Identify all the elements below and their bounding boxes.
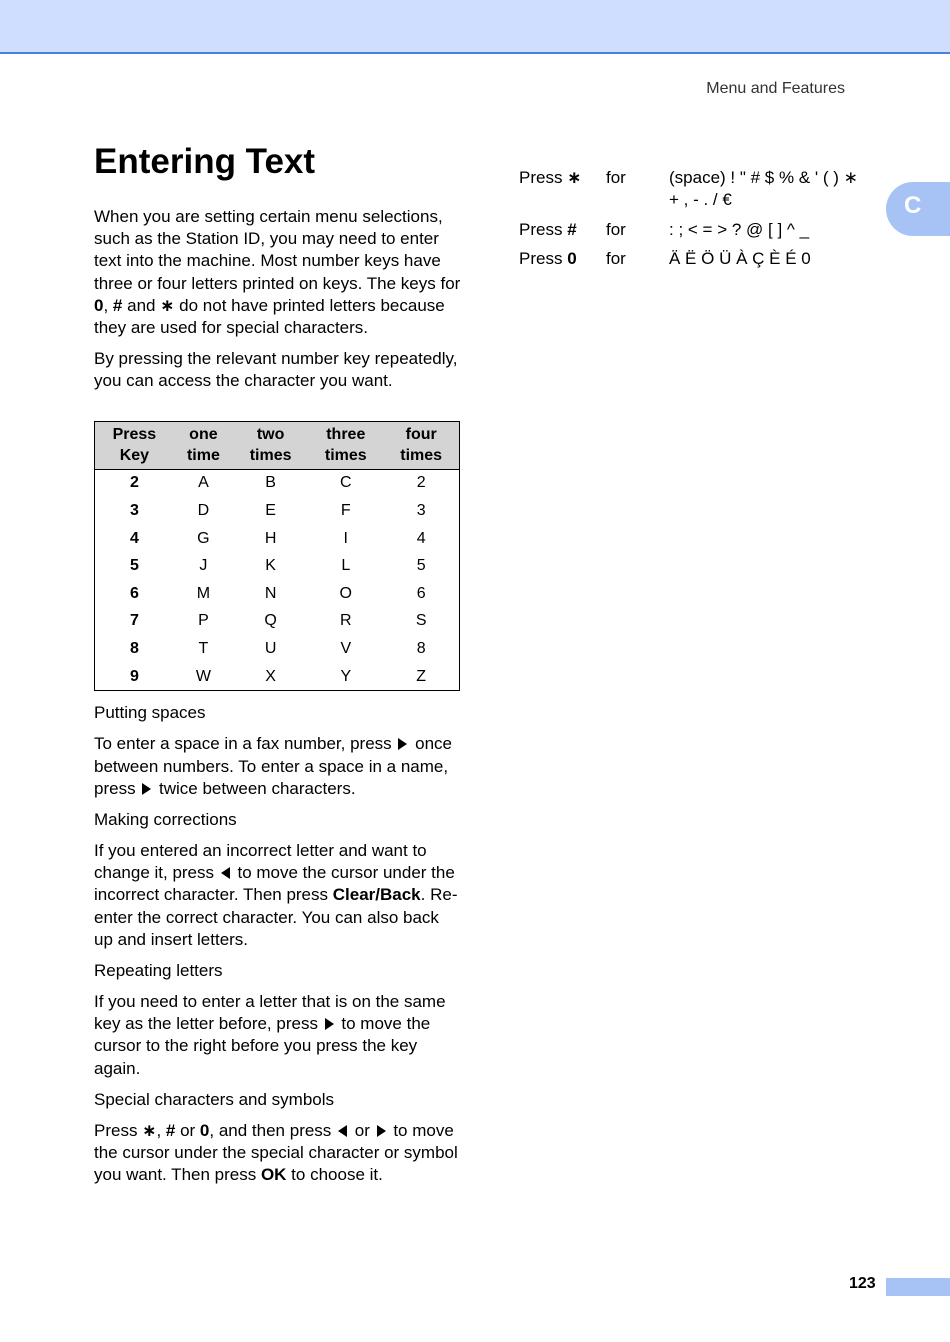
header-four-times: four times [383, 421, 459, 469]
table-row [95, 580, 460, 608]
table-cell: 5 [416, 557, 426, 575]
table-cell: B [265, 474, 276, 492]
symbol-chars: Ä Ë Ö Ü À Ç È É 0 [669, 249, 811, 268]
table-cell: 6 [129, 584, 139, 602]
table-cell: S [415, 612, 427, 630]
table-row [95, 608, 460, 636]
key-star: ∗ [160, 295, 175, 315]
header-one-time: one time [174, 421, 233, 469]
text: to move the cursor to the right before you press the key again. [94, 1014, 431, 1078]
special-characters-paragraph [94, 1120, 462, 1187]
key-0: 0 [94, 295, 104, 315]
table-cell: K [265, 557, 276, 575]
table-cell: X [265, 667, 276, 685]
table-cell: P [198, 612, 209, 630]
intro-paragraph-1 [94, 206, 462, 339]
symbol-row-zero [519, 248, 879, 270]
intro-paragraph-2: By pressing the relevant number key repeatedly, you can access the character you want. [94, 349, 458, 391]
table-cell: 4 [416, 529, 426, 547]
table-cell: T [198, 639, 209, 657]
text: If you entered an incorrect letter and want to change it, press [94, 840, 427, 883]
text: to choose it. [286, 1165, 383, 1185]
text: If you need to enter a letter that is on the same key as the letter before, press [94, 992, 446, 1034]
right-arrow-icon [398, 738, 407, 750]
right-arrow-icon [142, 783, 151, 795]
key-hash: # [567, 220, 577, 239]
table-cell: R [340, 612, 352, 630]
separator: and [122, 295, 161, 315]
table-cell: G [197, 529, 210, 547]
table-row [95, 635, 460, 663]
right-arrow-icon [325, 1018, 334, 1030]
table-cell: 8 [129, 639, 139, 657]
table-row [95, 552, 460, 580]
left-arrow-icon [338, 1125, 347, 1137]
right-arrow-icon [377, 1125, 386, 1137]
special-characters-heading: Special characters and symbols [94, 1089, 335, 1109]
table-cell: V [340, 639, 352, 657]
symbol-row-star [519, 167, 879, 219]
table-cell: D [197, 502, 210, 520]
table-cell: 9 [129, 667, 139, 685]
header-press-key: Press Key [95, 421, 174, 469]
table-cell: 3 [416, 502, 426, 520]
intro-text-end: do not have printed letters because they are used for special characters. [94, 295, 445, 338]
table-cell: E [265, 502, 276, 520]
page-number: 123 [849, 1275, 876, 1292]
separator: , [156, 1120, 166, 1140]
putting-spaces-heading: Putting spaces [94, 703, 206, 723]
table-cell: N [264, 584, 277, 602]
symbols-list [519, 167, 879, 270]
table-cell: Y [340, 667, 352, 685]
making-corrections-heading: Making corrections [94, 809, 237, 829]
chapter-tab-label: C [904, 192, 922, 219]
table-cell: Q [264, 612, 277, 630]
for-label: for [606, 220, 626, 239]
table-cell: 4 [129, 529, 139, 547]
making-corrections-paragraph [94, 840, 462, 951]
table-cell: I [343, 529, 348, 547]
key-hash: # [165, 1120, 176, 1140]
table-cell: 6 [416, 584, 426, 602]
table-cell: O [339, 584, 352, 602]
key-0: 0 [199, 1120, 210, 1140]
ok-key: OK [260, 1165, 287, 1185]
key-hash: # [112, 295, 123, 315]
text: Press [94, 1120, 143, 1140]
symbol-row-hash [519, 219, 879, 248]
table-cell: 2 [129, 474, 139, 492]
press-label: Press ∗ [519, 168, 582, 187]
text: once between numbers. To enter a space in a name, press [94, 734, 452, 798]
symbol-chars: : ; < = > ? @ [ ] ^ _ [669, 220, 810, 239]
repeating-letters-heading: Repeating letters [94, 961, 223, 980]
top-header-band [0, 0, 950, 54]
repeating-letters-paragraph [94, 991, 462, 1080]
text: To enter a space in a fax number, press [94, 734, 397, 754]
key-star: ∗ [142, 1120, 157, 1140]
table-cell: J [199, 557, 208, 575]
table-cell: U [264, 639, 277, 657]
table-header-row [95, 421, 460, 469]
table-cell: 7 [129, 612, 139, 630]
table-cell: L [341, 557, 351, 575]
table-cell: W [195, 667, 211, 685]
key-0: 0 [567, 249, 577, 268]
intro-text: When you are setting certain menu selections, such as the Station ID, you may need to enter text into the machine. Most number keys have three or four letters printed on keys. The keys for [94, 207, 461, 293]
table-row [95, 525, 460, 553]
text: twice between characters. [154, 778, 356, 798]
table-cell: 3 [129, 502, 139, 520]
table-cell: A [198, 474, 209, 492]
key-letter-table [94, 421, 460, 692]
text: to move the cursor under the special character or symbol you want. Then press [94, 1120, 458, 1185]
table-cell: C [340, 474, 352, 492]
left-column [94, 140, 462, 1195]
table-row [95, 497, 460, 525]
table-cell: 2 [416, 474, 426, 492]
separator: or [175, 1120, 200, 1140]
press-label: Press # [519, 220, 577, 239]
text: , and then press [209, 1120, 337, 1140]
key-star: ∗ [567, 168, 582, 187]
text: to move the cursor under the incorrect character. Then press [94, 863, 455, 905]
table-cell: 5 [129, 557, 139, 575]
table-cell: H [264, 529, 277, 547]
running-head: Menu and Features [706, 80, 845, 97]
putting-spaces-paragraph [94, 733, 462, 800]
table-cell: M [196, 584, 211, 602]
clear-back-key: Clear/Back [332, 885, 421, 905]
left-arrow-icon [221, 867, 230, 879]
header-three-times: three times [308, 421, 383, 469]
separator: , [103, 295, 113, 315]
footer-band [886, 1278, 950, 1296]
symbol-chars: (space) ! " # $ % & ' ( ) ∗ + , - . / € [669, 168, 858, 209]
for-label: for [606, 249, 626, 268]
text: . Re-enter the correct character. You can also back up and insert letters. [94, 885, 458, 949]
page-title: Entering Text [94, 142, 316, 181]
press-label: Press 0 [519, 249, 577, 268]
header-two-times: two times [233, 421, 308, 469]
chapter-tab [886, 182, 950, 236]
text: or [350, 1120, 375, 1140]
table-cell: Z [416, 667, 427, 685]
table-cell: 8 [416, 639, 426, 657]
table-row [95, 663, 460, 691]
for-label: for [606, 168, 626, 187]
table-row [95, 469, 460, 497]
table-cell: F [340, 502, 351, 520]
